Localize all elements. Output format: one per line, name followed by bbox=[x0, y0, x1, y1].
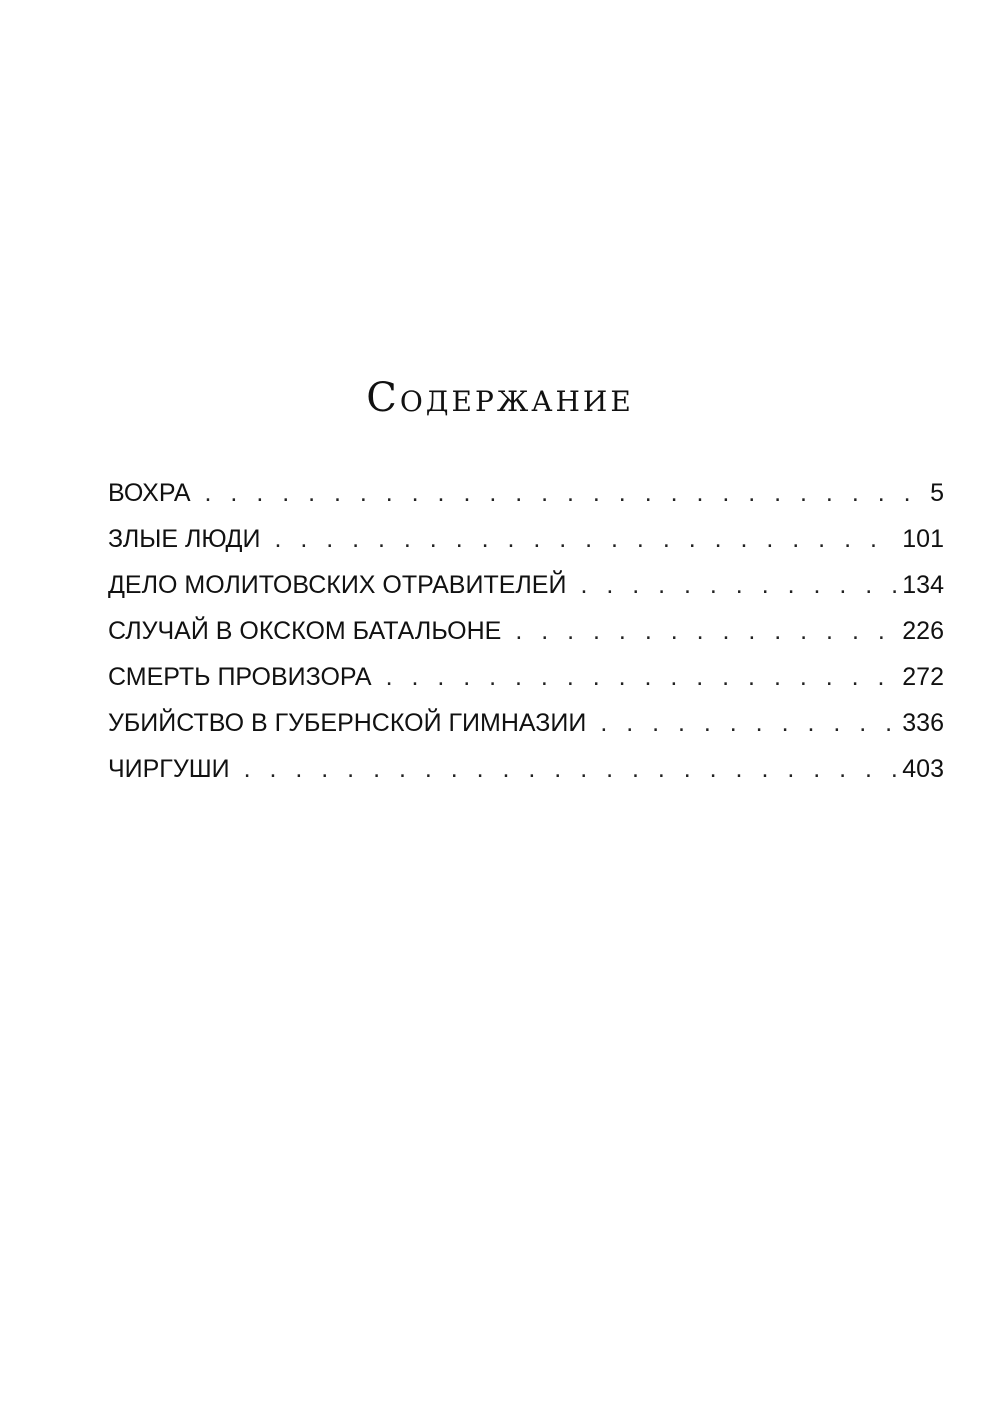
toc-entry-title: ЗЛЫЕ ЛЮДИ bbox=[108, 525, 261, 553]
toc-entry bbox=[108, 562, 944, 608]
toc-entry-title: ВОХРА bbox=[108, 479, 191, 507]
toc-entry-title: СЛУЧАЙ В ОКСКОМ БАТАЛЬОНЕ bbox=[108, 617, 502, 645]
dot-leader bbox=[580, 562, 896, 608]
toc-page-number: 101 bbox=[902, 525, 944, 553]
dot-leader bbox=[274, 516, 896, 562]
toc-entry bbox=[108, 746, 944, 792]
toc-entry bbox=[108, 516, 944, 562]
dot-leader bbox=[205, 470, 925, 516]
dot-leader bbox=[515, 608, 896, 654]
dot-leader bbox=[600, 700, 896, 746]
toc-entry-title: СМЕРТЬ ПРОВИЗОРА bbox=[108, 663, 372, 691]
page-title: Содержание bbox=[366, 375, 634, 421]
toc-entry bbox=[108, 700, 944, 746]
dot-leader bbox=[244, 746, 897, 792]
toc-entry bbox=[108, 608, 944, 654]
toc-page-number: 272 bbox=[902, 663, 944, 691]
toc-page-number: 226 bbox=[902, 617, 944, 645]
toc-entry bbox=[108, 654, 944, 700]
toc-page-number: 134 bbox=[902, 571, 944, 599]
toc-page-number: 5 bbox=[930, 479, 944, 507]
toc-entry-title: ДЕЛО МОЛИТОВСКИХ ОТРАВИТЕЛЕЙ bbox=[108, 571, 567, 599]
toc-page-number: 336 bbox=[902, 709, 944, 737]
toc-entry-title: ЧИРГУШИ bbox=[108, 755, 230, 783]
toc-page-number: 403 bbox=[902, 755, 944, 783]
table-of-contents bbox=[108, 470, 944, 792]
dot-leader bbox=[386, 654, 897, 700]
toc-entry-title: УБИЙСТВО В ГУБЕРНСКОЙ ГИМНАЗИИ bbox=[108, 709, 587, 737]
toc-entry bbox=[108, 470, 944, 516]
